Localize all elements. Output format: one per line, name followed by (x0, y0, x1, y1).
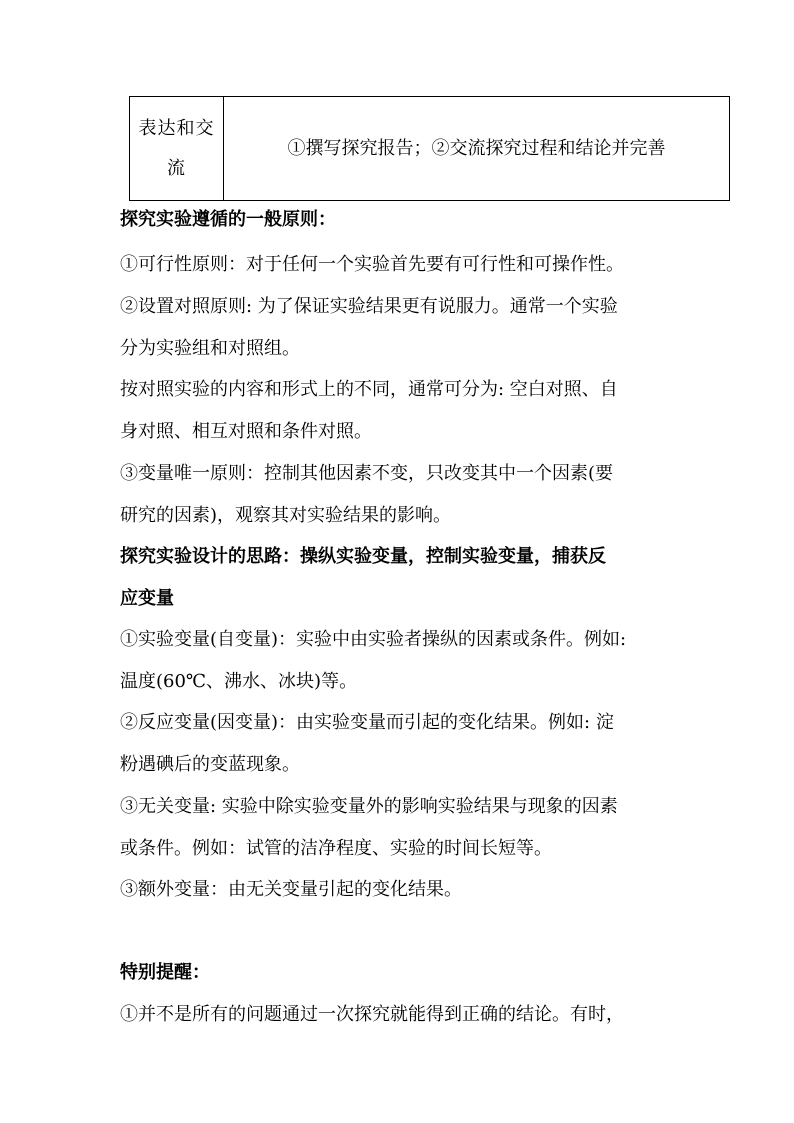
paragraph-line: ③额外变量：由无关变量引起的变化结果。 (120, 879, 462, 900)
paragraph-line: ③变量唯一原则：控制其他因素不变，只改变其中一个因素(要 (120, 463, 614, 484)
paragraph-line: 分为实验组和对照组。 (120, 338, 300, 359)
paragraph-line: ①实验变量(自变量)：实验中由实验者操纵的因素或条件。例如: (120, 629, 627, 650)
heading-general-principles: 探究实验遵循的一般原则： (120, 209, 336, 230)
paragraph-line: 粉遇碘后的变蓝现象。 (120, 754, 300, 775)
inquiry-step-table (129, 96, 730, 201)
heading-design-approach: 探究实验设计的思路：操纵实验变量，控制实验变量，捕获反 (120, 546, 606, 567)
step-label: 表达和交流 (138, 117, 215, 179)
paragraph-line: 身对照、相互对照和条件对照。 (120, 421, 372, 442)
step-content-cell (224, 97, 730, 201)
paragraph-line: ①并不是所有的问题通过一次探究就能得到正确的结论。有时， (120, 1004, 624, 1025)
step-content: ①撰写探究报告；②交流探究过程和结论并完善 (287, 137, 666, 159)
paragraph-line: 温度(60℃、沸水、冰块)等。 (120, 671, 358, 692)
paragraph-line: ①可行性原则：对于任何一个实验首先要有可行性和可操作性。 (120, 254, 624, 275)
paragraph-line: ②设置对照原则: 为了保证实验结果更有说服力。通常一个实验 (120, 296, 618, 317)
paragraph-line: 或条件。例如：试管的洁净程度、实验的时间长短等。 (120, 838, 552, 859)
paragraph-line: 研究的因素)，观察其对实验结果的影响。 (120, 505, 452, 526)
paragraph-line: ③无关变量: 实验中除实验变量外的影响实验结果与现象的因素 (120, 796, 618, 817)
paragraph-line: ②反应变量(因变量)：由实验变量而引起的变化结果。例如: 淀 (120, 712, 614, 733)
step-label-cell (130, 97, 224, 201)
heading-special-reminder: 特别提醒： (120, 962, 210, 983)
heading-design-approach-cont: 应变量 (120, 588, 174, 609)
paragraph-line: 按对照实验的内容和形式上的不同，通常可分为: 空白对照、自 (120, 379, 618, 400)
table-row (130, 97, 730, 201)
